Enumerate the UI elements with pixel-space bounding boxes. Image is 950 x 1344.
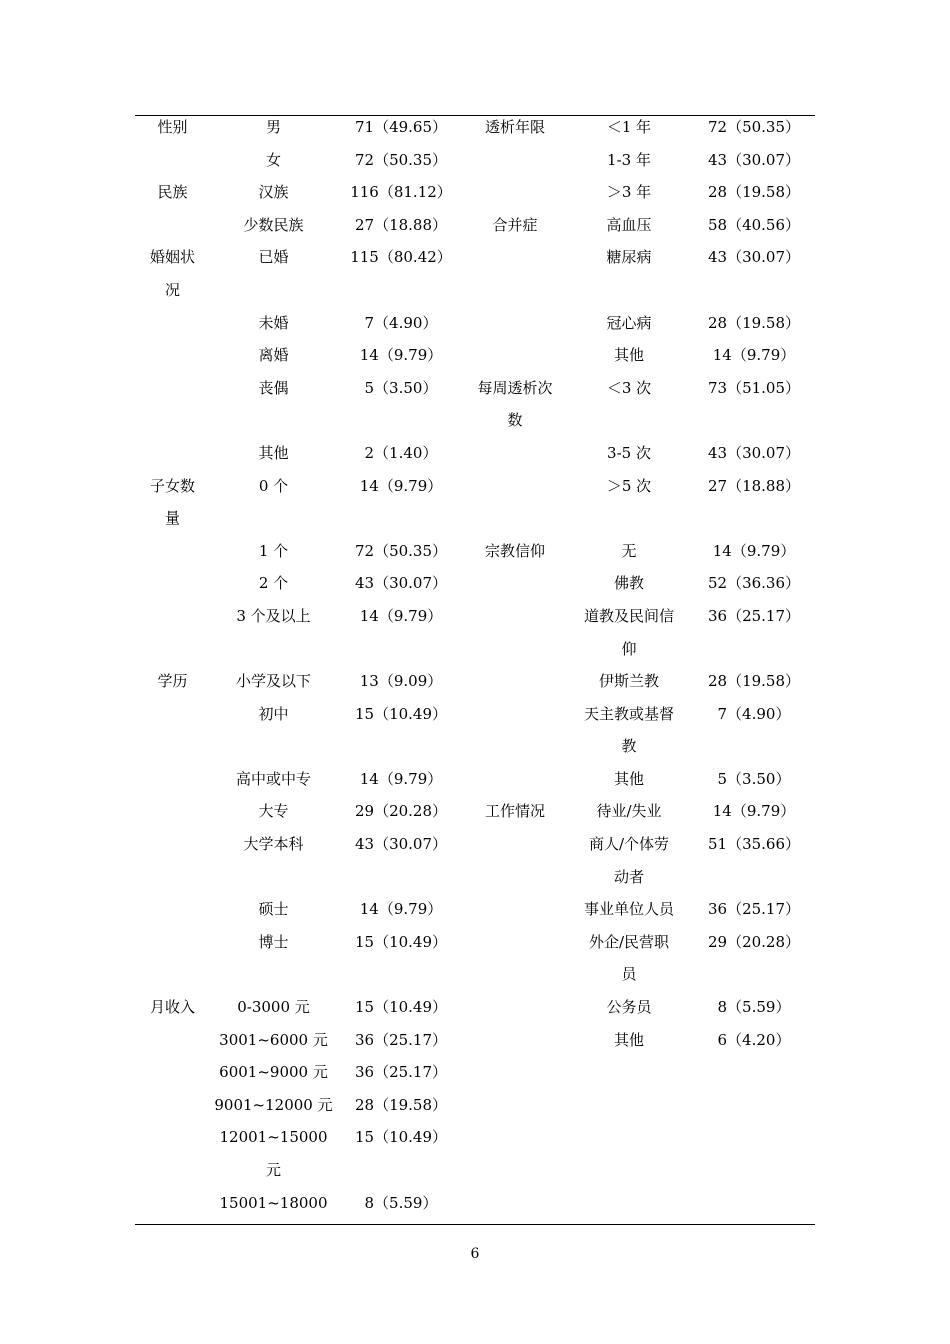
value-cell: 72（50.35）: [707, 118, 801, 136]
category-cell: [465, 502, 565, 535]
value-cell: 71（49.65）: [354, 118, 448, 136]
option-cell: 大学本科: [243, 835, 304, 854]
table-row: [135, 567, 815, 600]
table-row: [135, 730, 815, 763]
option-cell: 员: [621, 965, 637, 984]
category-cell: [465, 339, 565, 372]
value-cell: 27（18.88）: [707, 476, 801, 495]
category-cell: [135, 763, 210, 796]
value-cell: 14（9.79）: [359, 346, 443, 365]
value-cell: 2（1.40）: [364, 443, 438, 462]
option-cell: 其他: [258, 443, 289, 462]
value-cell: 28（19.58）: [707, 672, 801, 691]
option-cell: 高中或中专: [235, 769, 311, 788]
option-cell: [210, 274, 337, 307]
value-cell: 28（19.58）: [707, 183, 801, 202]
category-cell: 量: [164, 509, 180, 528]
value-cell: 28（19.58）: [707, 313, 801, 332]
option-cell: 12001~15000: [219, 1128, 328, 1147]
value-cell: 5（3.50）: [717, 769, 791, 788]
category-cell: [135, 209, 210, 242]
category-cell: [465, 1121, 565, 1154]
option-cell: 3-5 次: [607, 443, 651, 462]
value-cell: [693, 502, 815, 535]
value-cell: [693, 1187, 815, 1220]
option-cell: 0-3000 元: [237, 998, 310, 1017]
category-cell: [135, 567, 210, 600]
value-cell: 29（20.28）: [354, 802, 448, 821]
option-cell: 佛教: [613, 574, 644, 593]
option-cell: 其他: [613, 769, 644, 788]
page-number: 6: [470, 1246, 480, 1262]
value-cell: [693, 1089, 815, 1122]
table-row: [135, 828, 815, 861]
category-cell: [135, 339, 210, 372]
category-cell: 学历: [157, 672, 188, 691]
value-cell: 72（50.35）: [354, 150, 448, 169]
table-row: [135, 307, 815, 340]
table-row: [135, 633, 815, 666]
value-cell: 15（10.49）: [354, 998, 448, 1017]
category-cell: [465, 600, 565, 633]
option-cell: 少数民族: [243, 215, 304, 234]
category-cell: 数: [507, 411, 523, 430]
category-cell: 宗教信仰: [484, 541, 545, 560]
value-cell: 43（30.07）: [707, 443, 801, 462]
value-cell: 73（51.05）: [707, 378, 801, 397]
value-cell: 51（35.66）: [707, 835, 801, 854]
value-cell: 15（10.49）: [354, 932, 448, 951]
category-cell: 合并症: [492, 215, 538, 234]
option-cell: 9001~12000 元: [214, 1095, 333, 1114]
category-cell: [465, 437, 565, 470]
category-cell: [135, 1154, 210, 1187]
value-cell: [693, 274, 815, 307]
table-row: [135, 991, 815, 1024]
value-cell: [337, 404, 465, 437]
value-cell: 13（9.09）: [359, 672, 443, 691]
category-cell: [465, 1154, 565, 1187]
option-cell: ＞5 次: [606, 476, 652, 495]
category-cell: [465, 274, 565, 307]
value-cell: [693, 730, 815, 763]
value-cell: [693, 633, 815, 666]
value-cell: [337, 502, 465, 535]
option-cell: 教: [621, 737, 637, 756]
category-cell: [135, 404, 210, 437]
option-cell: [210, 502, 337, 535]
option-cell: [565, 404, 693, 437]
table-row: [135, 1089, 815, 1122]
category-cell: [135, 698, 210, 731]
option-cell: 待业/失业: [596, 802, 662, 821]
value-cell: 43（30.07）: [354, 574, 448, 593]
category-cell: [135, 600, 210, 633]
option-cell: 3001~6000 元: [219, 1030, 328, 1049]
category-cell: 况: [164, 280, 180, 299]
option-cell: 1-3 年: [607, 150, 651, 169]
value-cell: 36（25.17）: [707, 900, 801, 919]
value-cell: [693, 404, 815, 437]
table-row: [135, 274, 815, 307]
value-cell: [693, 861, 815, 894]
option-cell: 2 个: [258, 574, 289, 593]
value-cell: 58（40.56）: [707, 215, 801, 234]
category-cell: [135, 926, 210, 959]
category-cell: [465, 958, 565, 991]
category-cell: [465, 144, 565, 177]
option-cell: 事业单位人员: [583, 900, 674, 919]
option-cell: 汉族: [258, 183, 289, 202]
option-cell: 伊斯兰教: [598, 672, 659, 691]
option-cell: 1 个: [258, 541, 289, 560]
option-cell: ＞3 年: [606, 183, 652, 202]
table-row: [135, 437, 815, 470]
category-cell: [135, 958, 210, 991]
table-row: [135, 502, 815, 535]
value-cell: 52（36.36）: [707, 574, 801, 593]
table-row: [135, 763, 815, 796]
category-cell: [465, 828, 565, 861]
table-row: [135, 1121, 815, 1154]
value-cell: 8（5.59）: [364, 1193, 438, 1212]
category-cell: [465, 567, 565, 600]
category-cell: [135, 307, 210, 340]
value-cell: [337, 861, 465, 894]
category-cell: [135, 1024, 210, 1057]
table-row: [135, 1024, 815, 1057]
category-cell: 月收入: [149, 998, 195, 1017]
option-cell: 未婚: [258, 313, 289, 332]
option-cell: 其他: [613, 346, 644, 365]
option-cell: 15001~18000: [219, 1193, 328, 1212]
option-cell: 0 个: [258, 476, 289, 495]
category-cell: [135, 535, 210, 568]
option-cell: 3 个及以上: [236, 606, 311, 625]
table-row: [135, 600, 815, 633]
category-cell: 民族: [157, 183, 188, 202]
option-cell: [565, 274, 693, 307]
value-cell: 115（80.42）: [350, 248, 452, 267]
value-cell: 14（9.79）: [359, 900, 443, 919]
option-cell: 公务员: [606, 998, 652, 1017]
category-cell: [465, 763, 565, 796]
category-cell: [465, 893, 565, 926]
option-cell: 硕士: [258, 900, 289, 919]
option-cell: 糖尿病: [606, 248, 652, 267]
option-cell: 大专: [258, 802, 289, 821]
value-cell: 15（10.49）: [354, 1128, 448, 1147]
category-cell: [135, 861, 210, 894]
table-row: [135, 926, 815, 959]
option-cell: [565, 1187, 693, 1220]
category-cell: [135, 1089, 210, 1122]
category-cell: [465, 633, 565, 666]
value-cell: 14（9.79）: [359, 769, 443, 788]
table-row: [135, 111, 815, 144]
value-cell: 43（30.07）: [707, 248, 801, 267]
option-cell: [210, 633, 337, 666]
category-cell: [135, 730, 210, 763]
value-cell: 43（30.07）: [707, 150, 801, 169]
option-cell: 外企/民营职: [588, 932, 670, 951]
category-cell: [465, 1056, 565, 1089]
option-cell: 离婚: [258, 346, 289, 365]
category-cell: [135, 437, 210, 470]
table-row: [135, 1187, 815, 1220]
option-cell: [565, 1121, 693, 1154]
value-cell: 14（9.79）: [712, 346, 796, 365]
category-cell: [465, 470, 565, 503]
value-cell: 36（25.17）: [354, 1030, 448, 1049]
option-cell: 冠心病: [606, 313, 652, 332]
table-row: [135, 698, 815, 731]
category-cell: [135, 1187, 210, 1220]
category-cell: [135, 1121, 210, 1154]
option-cell: [210, 404, 337, 437]
value-cell: 29（20.28）: [707, 932, 801, 951]
option-cell: [210, 958, 337, 991]
option-cell: 博士: [258, 932, 289, 951]
category-cell: [135, 633, 210, 666]
value-cell: 14（9.79）: [712, 802, 796, 821]
option-cell: 6001~9000 元: [219, 1063, 328, 1082]
category-cell: [135, 144, 210, 177]
value-cell: 28（19.58）: [354, 1095, 448, 1114]
value-cell: 43（30.07）: [354, 835, 448, 854]
option-cell: 元: [265, 1161, 281, 1179]
option-cell: [565, 1154, 693, 1187]
demographics-table: [135, 111, 815, 1219]
table-row: [135, 665, 815, 698]
table-row: [135, 470, 815, 503]
value-cell: 14（9.79）: [712, 541, 796, 560]
option-cell: 动者: [613, 867, 644, 886]
option-cell: [210, 861, 337, 894]
category-cell: [465, 307, 565, 340]
option-cell: [565, 1056, 693, 1089]
option-cell: [565, 502, 693, 535]
category-cell: 婚姻状: [149, 248, 195, 267]
value-cell: 15（10.49）: [354, 704, 448, 723]
value-cell: [693, 1056, 815, 1089]
table-row: [135, 958, 815, 991]
option-cell: 其他: [613, 1030, 644, 1049]
value-cell: 36（25.17）: [707, 606, 801, 625]
category-cell: [465, 861, 565, 894]
option-cell: 小学及以下: [235, 672, 311, 691]
category-cell: [465, 698, 565, 731]
table-row: [135, 176, 815, 209]
option-cell: 高血压: [606, 215, 652, 234]
table-row: [135, 795, 815, 828]
table-row: [135, 372, 815, 405]
value-cell: 8（5.59）: [717, 998, 791, 1017]
option-cell: 已婚: [258, 248, 289, 267]
option-cell: 无: [621, 541, 637, 560]
option-cell: [565, 1089, 693, 1122]
value-cell: [693, 1154, 815, 1187]
category-cell: 子女数: [149, 476, 195, 495]
value-cell: 36（25.17）: [354, 1063, 448, 1082]
value-cell: 6（4.20）: [717, 1030, 791, 1049]
table-row: [135, 404, 815, 437]
value-cell: [693, 958, 815, 991]
option-cell: 初中: [258, 704, 289, 723]
category-cell: [135, 795, 210, 828]
category-cell: [465, 1024, 565, 1057]
value-cell: [337, 730, 465, 763]
value-cell: [337, 1154, 465, 1187]
category-cell: 性别: [157, 118, 188, 136]
category-cell: [465, 991, 565, 1024]
table-row: [135, 209, 815, 242]
option-cell: 丧偶: [258, 378, 289, 397]
option-cell: 女: [265, 150, 281, 169]
table-row: [135, 144, 815, 177]
table-body: [135, 111, 815, 1219]
option-cell: 道教及民间信: [583, 606, 674, 625]
option-cell: [210, 730, 337, 763]
value-cell: 14（9.79）: [359, 606, 443, 625]
table-row: [135, 241, 815, 274]
table-row: [135, 861, 815, 894]
option-cell: ＜1 年: [606, 118, 652, 136]
category-cell: [135, 828, 210, 861]
category-cell: [465, 1089, 565, 1122]
table-row: [135, 1154, 815, 1187]
option-cell: 男: [265, 118, 281, 136]
value-cell: 5（3.50）: [364, 378, 438, 397]
category-cell: [465, 1187, 565, 1220]
category-cell: [465, 241, 565, 274]
value-cell: [337, 958, 465, 991]
category-cell: [135, 372, 210, 405]
category-cell: [465, 665, 565, 698]
table-row: [135, 1056, 815, 1089]
table-row: [135, 893, 815, 926]
category-cell: [465, 730, 565, 763]
category-cell: 每周透析次: [477, 378, 553, 397]
table-bottom-rule: [135, 1224, 815, 1225]
option-cell: 商人/个体劳: [588, 835, 670, 854]
value-cell: [337, 274, 465, 307]
value-cell: [693, 1121, 815, 1154]
option-cell: 仰: [621, 639, 637, 658]
category-cell: [465, 926, 565, 959]
category-cell: 工作情况: [484, 802, 545, 821]
category-cell: [135, 893, 210, 926]
category-cell: [135, 1056, 210, 1089]
table-row: [135, 535, 815, 568]
value-cell: 7（4.90）: [364, 313, 438, 332]
value-cell: 72（50.35）: [354, 541, 448, 560]
table-row: [135, 339, 815, 372]
value-cell: 7（4.90）: [717, 704, 791, 723]
value-cell: 116（81.12）: [350, 183, 452, 202]
value-cell: [337, 633, 465, 666]
option-cell: ＜3 次: [606, 378, 652, 397]
category-cell: 透析年限: [484, 118, 545, 136]
category-cell: [465, 176, 565, 209]
value-cell: 14（9.79）: [359, 476, 443, 495]
value-cell: 27（18.88）: [354, 215, 448, 234]
option-cell: 天主教或基督: [583, 704, 674, 723]
